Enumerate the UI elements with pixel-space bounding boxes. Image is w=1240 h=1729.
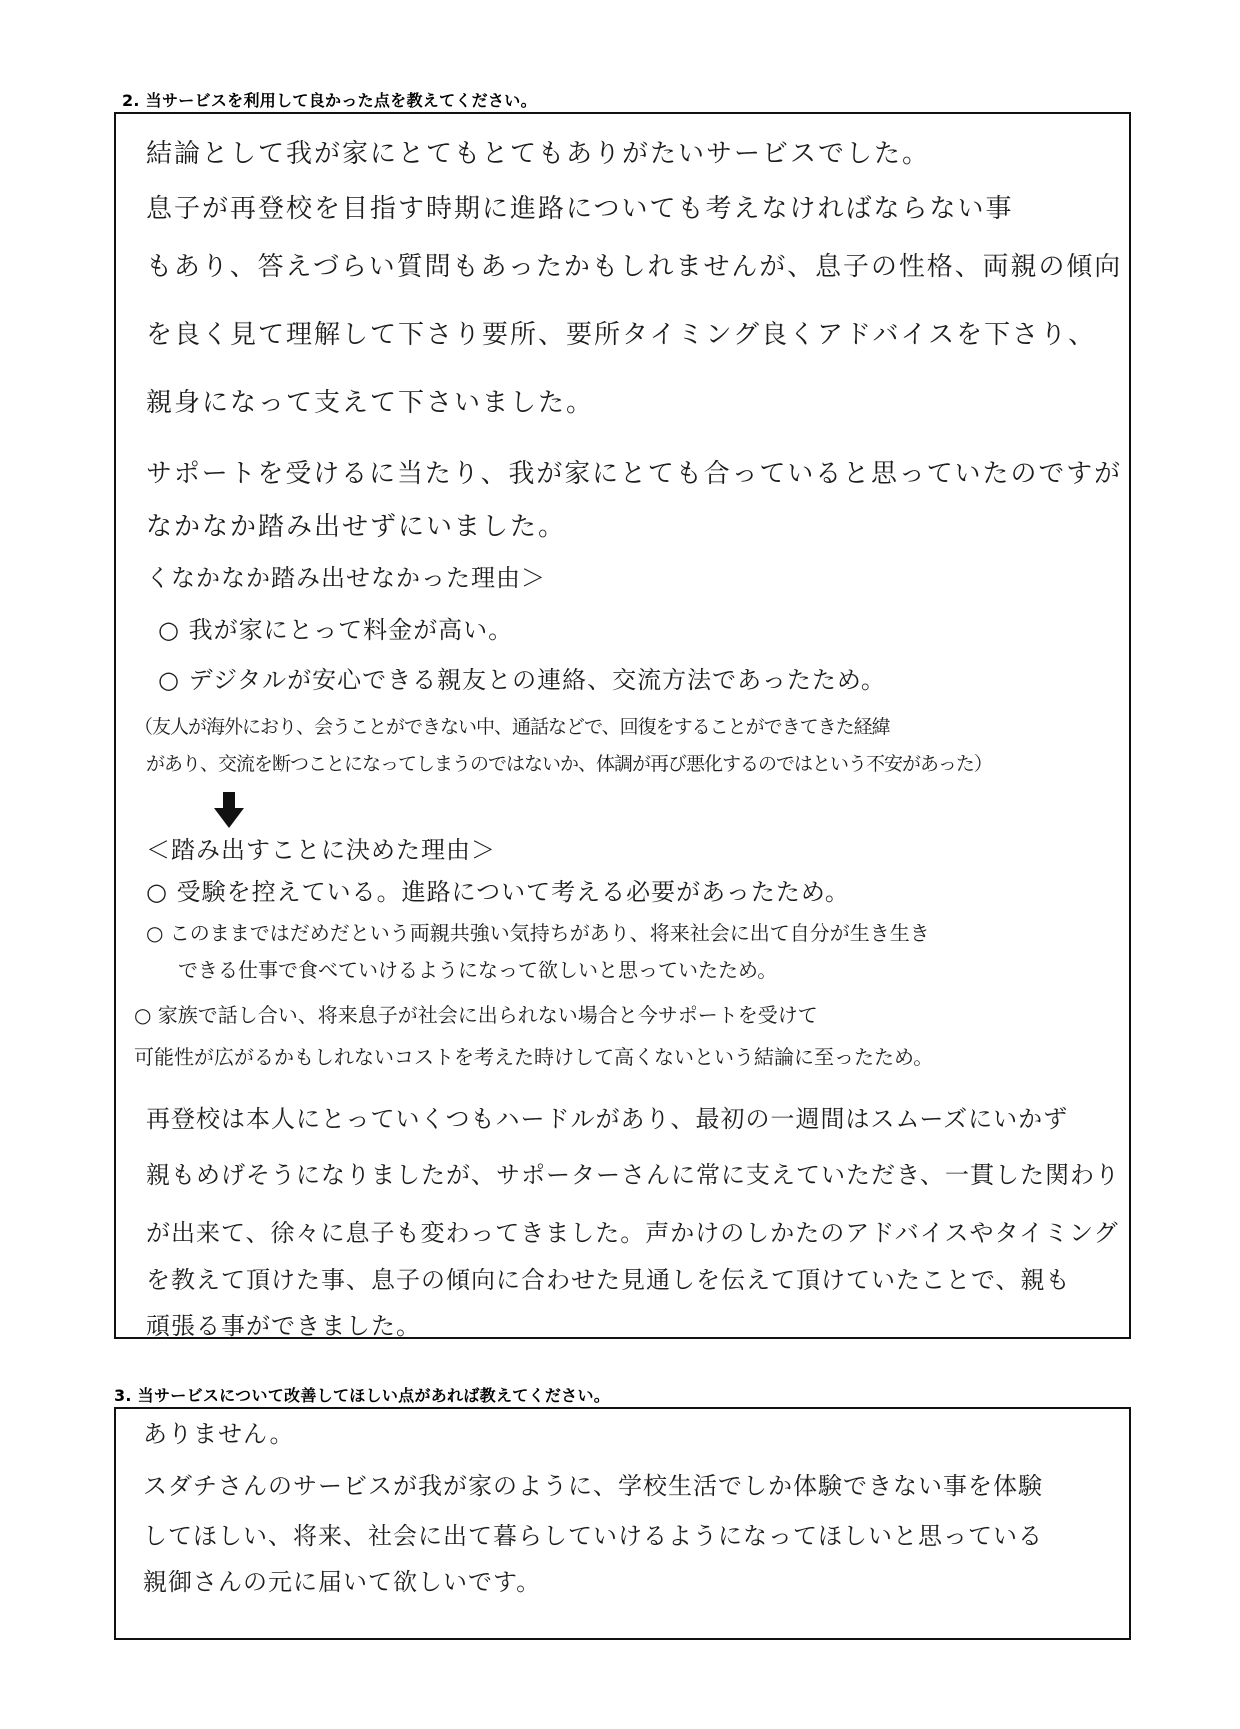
answer-line: （友人が海外におり、会うことができない中、通話などで、回復をすることができてきた経緯 [134, 716, 890, 738]
answer-line: ○ デジタルが安心できる親友との連絡、交流方法であったため。 [158, 666, 886, 694]
answer-line: ○ 受験を控えている。進路について考える必要があったため。 [146, 878, 850, 906]
down-arrow-icon [214, 792, 244, 828]
answer-line: 親身になって支えて下さいました。 [146, 388, 595, 418]
answer-line: できる仕事で食べていけるようになって欲しいと思っていたため。 [178, 958, 778, 982]
answer-line: が出来て、徐々に息子も変わってきました。声かけのしかたのアドバイスやタイミング [146, 1219, 1119, 1247]
answer-line: 頑張る事ができました。 [146, 1312, 421, 1340]
answer-line: もあり、答えづらい質問もあったかもしれませんが、息子の性格、両親の傾向 [146, 252, 1123, 282]
answer-line: を良く見て理解して下さり要所、要所タイミング良くアドバイスを下さり、 [146, 320, 1097, 350]
answer-line: 親御さんの元に届いて欲しいです。 [143, 1568, 542, 1596]
answer-line: を教えて頂けた事、息子の傾向に合わせた見通しを伝えて頂けていたことで、親も [146, 1266, 1071, 1294]
answer-line: 可能性が広がるかもしれないコストを考えた時けして高くないという結論に至ったため。 [134, 1045, 934, 1069]
answer-line: ありません。 [143, 1420, 295, 1448]
answer-line: ＜踏み出すことに決めた理由＞ [146, 836, 496, 864]
answer-line: 親もめげそうになりましたが、サポーターさんに常に支えていただき、一貫した関わり [146, 1161, 1121, 1189]
answer-line: 再登校は本人にとっていくつもハードルがあり、最初の一週間はスムーズにいかず [146, 1105, 1069, 1133]
answer-line: 息子が再登校を目指す時期に進路についても考えなければならない事 [146, 194, 1014, 224]
answer-line: があり、交流を断つことになってしまうのではないか、体調が再び悪化するのではという不安があった） [146, 753, 992, 775]
answer-line: してほしい、将来、社会に出て暮らしていけるようになってほしいと思っている [143, 1522, 1043, 1550]
answer-line: なかなか踏み出せずにいました。 [146, 512, 567, 542]
answer-line: サポートを受けるに当たり、我が家にとても合っていると思っていたのですが [146, 459, 1122, 489]
answer-line: 結論として我が家にとてもとてもありがたいサービスでした。 [146, 139, 931, 169]
answer-line: ○ このままではだめだという両親共強い気持ちがあり、将来社会に出て自分が生き生き [146, 921, 930, 945]
answer-line: くなかなか踏み出せなかった理由＞ [146, 564, 546, 592]
section-2-heading: 2. 当サービスを利用して良かった点を教えてください。 [122, 91, 537, 110]
section-3-heading: 3. 当サービスについて改善してほしい点があれば教えてください。 [114, 1386, 611, 1405]
answer-line: スダチさんのサービスが我が家のように、学校生活でしか体験できない事を体験 [143, 1472, 1043, 1500]
answer-line: ○ 我が家にとって料金が高い。 [158, 616, 514, 644]
answer-line: ○ 家族で話し合い、将来息子が社会に出られない場合と今サポートを受けて [134, 1003, 818, 1027]
